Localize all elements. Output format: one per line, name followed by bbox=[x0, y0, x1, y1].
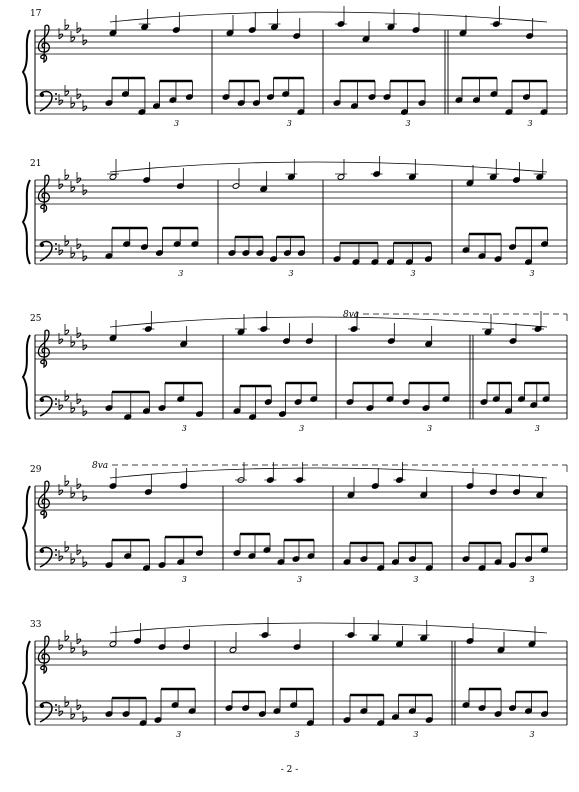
grand-staff-brace bbox=[23, 180, 30, 264]
flat-icon bbox=[77, 244, 81, 249]
flat-icon bbox=[71, 493, 75, 498]
flat-icon bbox=[77, 399, 81, 404]
flat-icon bbox=[65, 91, 69, 96]
system-1 bbox=[23, 6, 567, 128]
phrase-slur bbox=[110, 12, 547, 22]
flat-icon bbox=[65, 330, 69, 335]
flat-icon bbox=[59, 100, 63, 105]
flat-icon bbox=[65, 175, 69, 180]
flat-icon bbox=[77, 705, 81, 710]
flat-icon bbox=[83, 411, 87, 416]
flat-icon bbox=[65, 25, 69, 30]
bass-clef-dot bbox=[40, 243, 44, 247]
bass-clef-dot bbox=[40, 704, 44, 708]
phrase-slur bbox=[110, 468, 547, 478]
grand-staff-brace bbox=[23, 641, 30, 725]
grand-staff-brace bbox=[23, 335, 30, 419]
triplet-label: 3 bbox=[299, 424, 305, 433]
flat-icon bbox=[83, 256, 87, 261]
bass-clef-dot bbox=[40, 549, 44, 553]
treble-clef-icon bbox=[38, 481, 49, 518]
flat-icon bbox=[59, 184, 63, 189]
flat-icon bbox=[59, 490, 63, 495]
flat-icon bbox=[77, 28, 81, 33]
grand-staff-brace bbox=[23, 30, 30, 114]
triplet-label: 3 bbox=[178, 269, 184, 278]
flat-icon bbox=[71, 714, 75, 719]
triplet-label: 3 bbox=[176, 730, 182, 739]
flat-icon bbox=[83, 106, 87, 111]
triplet-label: 3 bbox=[529, 269, 535, 278]
bass-clef-dot bbox=[55, 709, 57, 711]
flat-icon bbox=[59, 645, 63, 650]
flat-icon bbox=[71, 103, 75, 108]
triplet-label: 3 bbox=[529, 575, 535, 584]
flat-icon bbox=[77, 178, 81, 183]
measure-number: 21 bbox=[30, 159, 42, 169]
triplet-label: 3 bbox=[413, 575, 419, 584]
flat-icon bbox=[59, 34, 63, 39]
treble-clef-icon bbox=[38, 175, 49, 212]
bass-clef-dot bbox=[55, 243, 57, 245]
flat-icon bbox=[77, 550, 81, 555]
triplet-label: 3 bbox=[413, 730, 419, 739]
flat-icon bbox=[71, 253, 75, 258]
bass-clef-dot bbox=[55, 248, 57, 250]
bass-clef-dot bbox=[55, 549, 57, 551]
flat-icon bbox=[71, 187, 75, 192]
bass-clef-dot bbox=[55, 98, 57, 100]
flat-icon bbox=[71, 648, 75, 653]
bass-clef-dot bbox=[55, 398, 57, 400]
flat-icon bbox=[65, 547, 69, 552]
triplet-label: 3 bbox=[410, 269, 416, 278]
triplet-label: 3 bbox=[427, 424, 433, 433]
measure-number: 25 bbox=[30, 314, 42, 324]
measure-number: 29 bbox=[30, 465, 42, 475]
page-number: - 2 - bbox=[280, 765, 299, 775]
bass-clef-dot bbox=[55, 554, 57, 556]
flat-icon bbox=[65, 636, 69, 641]
triplet-label: 3 bbox=[181, 424, 187, 433]
bass-clef-dot bbox=[40, 93, 44, 97]
bass-clef-dot bbox=[55, 403, 57, 405]
flat-icon bbox=[77, 333, 81, 338]
ottava-mark: 8va bbox=[343, 310, 360, 320]
measure-number: 33 bbox=[30, 620, 42, 630]
flat-icon bbox=[77, 639, 81, 644]
flat-icon bbox=[83, 40, 87, 45]
flat-icon bbox=[71, 37, 75, 42]
flat-icon bbox=[77, 484, 81, 489]
triplet-label: 3 bbox=[529, 730, 535, 739]
flat-icon bbox=[59, 405, 63, 410]
treble-clef-icon bbox=[38, 330, 49, 367]
system-5 bbox=[23, 617, 567, 739]
flat-icon bbox=[83, 496, 87, 501]
flat-icon bbox=[65, 481, 69, 486]
bass-clef-dot bbox=[55, 704, 57, 706]
bass-clef-dot bbox=[55, 93, 57, 95]
flat-icon bbox=[83, 717, 87, 722]
triplet-label: 3 bbox=[181, 575, 187, 584]
grand-staff-brace bbox=[23, 486, 30, 570]
ottava-mark: 8va bbox=[92, 461, 109, 471]
triplet-label: 3 bbox=[286, 119, 292, 128]
system-2 bbox=[23, 156, 567, 278]
triplet-label: 3 bbox=[534, 424, 540, 433]
triplet-label: 3 bbox=[527, 119, 533, 128]
treble-clef-icon bbox=[38, 25, 49, 62]
flat-icon bbox=[83, 562, 87, 567]
phrase-slur bbox=[110, 162, 547, 172]
flat-icon bbox=[71, 342, 75, 347]
phrase-slur bbox=[110, 317, 547, 327]
triplet-label: 3 bbox=[294, 730, 300, 739]
phrase-slur bbox=[110, 623, 547, 633]
flat-icon bbox=[65, 241, 69, 246]
flat-icon bbox=[59, 250, 63, 255]
triplet-label: 3 bbox=[405, 119, 411, 128]
triplet-label: 3 bbox=[173, 119, 180, 128]
flat-icon bbox=[83, 190, 87, 195]
flat-icon bbox=[83, 345, 87, 350]
flat-icon bbox=[59, 711, 63, 716]
flat-icon bbox=[59, 556, 63, 561]
flat-icon bbox=[71, 559, 75, 564]
measure-number: 17 bbox=[30, 9, 42, 19]
triplet-label: 3 bbox=[297, 575, 303, 584]
flat-icon bbox=[65, 702, 69, 707]
system-4 bbox=[23, 461, 567, 584]
system-3 bbox=[23, 310, 567, 433]
flat-icon bbox=[59, 339, 63, 344]
treble-clef-icon bbox=[38, 636, 49, 673]
flat-icon bbox=[65, 396, 69, 401]
flat-icon bbox=[83, 651, 87, 656]
bass-clef-dot bbox=[40, 398, 44, 402]
flat-icon bbox=[77, 94, 81, 99]
flat-icon bbox=[71, 408, 75, 413]
triplet-label: 3 bbox=[288, 269, 294, 278]
